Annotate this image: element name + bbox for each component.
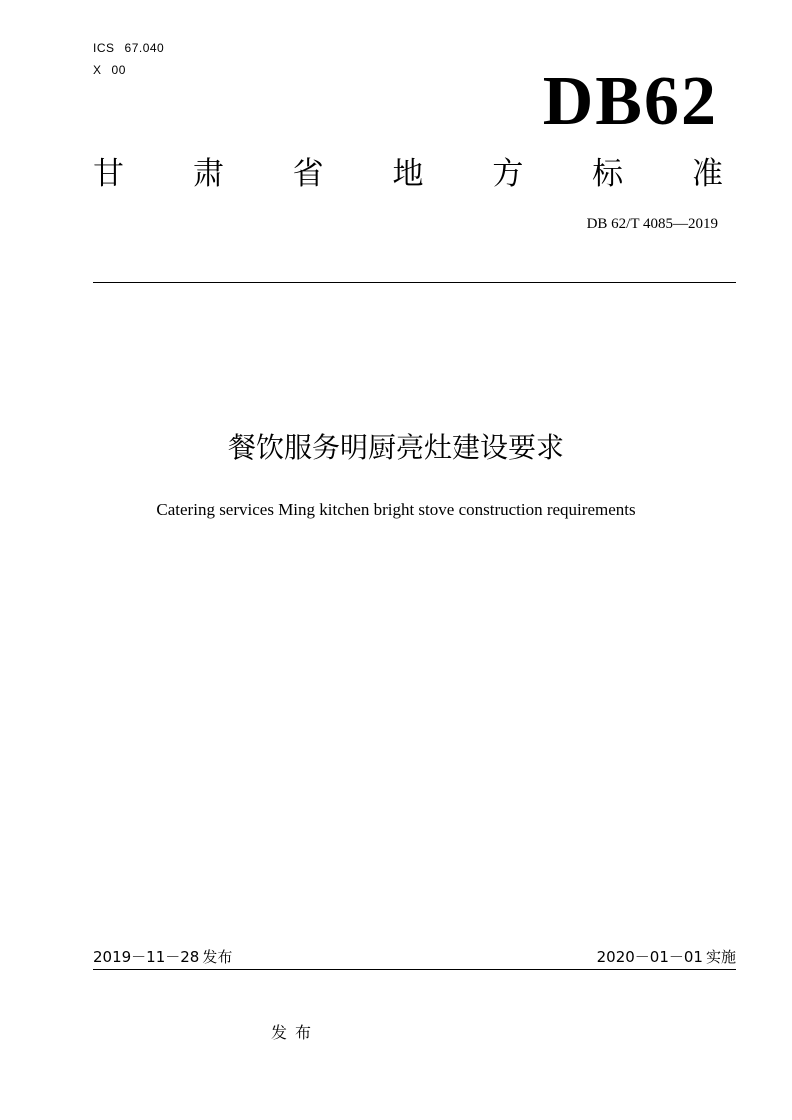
standard-number: DB 62/T 4085—2019 — [586, 216, 718, 232]
document-title-en: Catering services Ming kitchen bright stove construction requirements — [156, 500, 636, 519]
ics-value: 67.040 — [124, 41, 165, 55]
implement-date-value: 2020－01－01 — [596, 948, 703, 966]
province-standard-title — [93, 150, 723, 198]
title-char: 方 — [492, 156, 524, 192]
title-char: 地 — [392, 156, 424, 192]
publisher-line: 发布 — [271, 1023, 320, 1042]
header-divider — [93, 282, 736, 283]
issue-date — [93, 946, 232, 968]
document-title-cn: 餐饮服务明厨亮灶建设要求 — [227, 431, 564, 464]
title-char: 甘 — [93, 156, 124, 192]
title-char: 标 — [592, 156, 624, 192]
ccs-value: 00 — [111, 63, 126, 77]
title-char: 准 — [691, 156, 723, 192]
implement-date — [597, 946, 736, 968]
ccs-code — [93, 63, 126, 77]
issue-date-suffix: 发布 — [202, 948, 233, 966]
issue-date-value: 2019－11－28 — [93, 948, 200, 966]
ics-code — [93, 41, 164, 55]
implement-date-suffix: 实施 — [705, 948, 736, 966]
ccs-label: X — [93, 63, 102, 77]
db-mark: DB62 — [542, 63, 718, 140]
ics-label: ICS — [93, 41, 115, 55]
footer-divider — [93, 969, 736, 970]
title-char: 肃 — [192, 156, 224, 192]
title-char: 省 — [292, 156, 324, 192]
